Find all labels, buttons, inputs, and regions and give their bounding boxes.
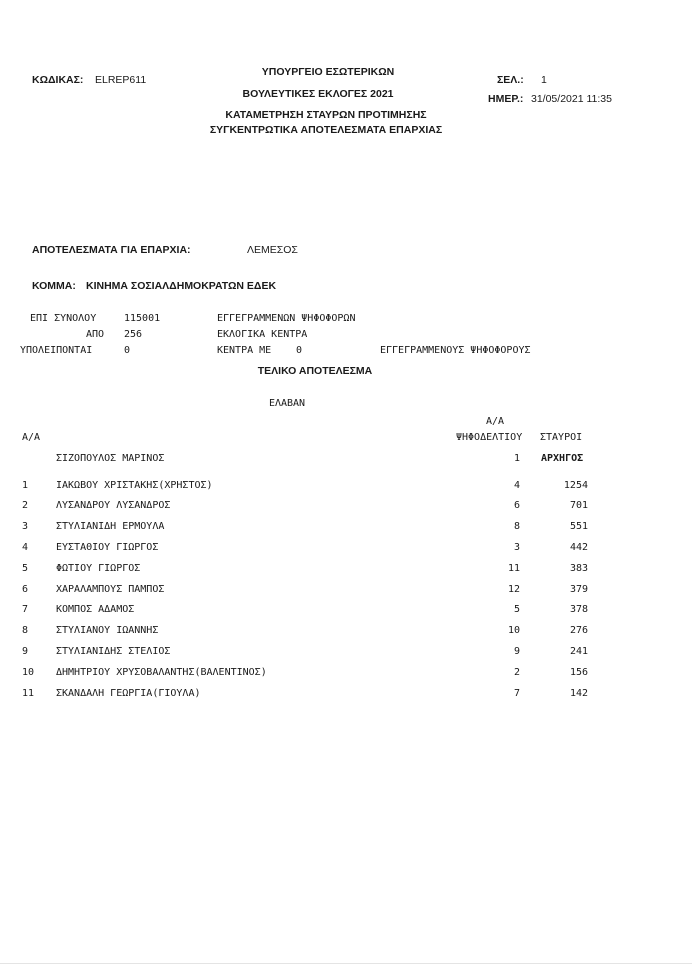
row-aa: 9 bbox=[22, 646, 29, 657]
row-name: ΕΥΣΤΑΘΙΟΥ ΓΙΩΡΓΟΣ bbox=[56, 542, 159, 553]
leader-row bbox=[0, 453, 692, 469]
row-votes: 142 bbox=[569, 688, 588, 699]
page-bottom-divider bbox=[0, 963, 692, 964]
table-row bbox=[0, 604, 692, 620]
row-ballot: 11 bbox=[507, 563, 520, 574]
leader-ballot: 1 bbox=[513, 453, 520, 464]
row-aa: 11 bbox=[22, 688, 35, 699]
row-name: ΔΗΜΗΤΡΙΟΥ ΧΡΥΣΟΒΑΛΑΝΤΗΣ(ΒΑΛΕΝΤΙΝΟΣ) bbox=[56, 667, 267, 678]
row-aa: 6 bbox=[22, 584, 29, 595]
col-aa-header: Α/Α bbox=[22, 432, 41, 443]
total-label: ΕΠΙ ΣΥΝΟΛΟΥ bbox=[30, 313, 97, 324]
row-ballot: 9 bbox=[513, 646, 520, 657]
from-desc: ΕΚΛΟΓΙΚΑ ΚΕΝΤΡΑ bbox=[217, 329, 308, 340]
district-value: ΛΕΜΕΣΟΣ bbox=[247, 244, 298, 256]
table-row bbox=[0, 542, 692, 558]
district-label: ΑΠΟΤΕΛΕΣΜΑΤΑ ΓΙΑ ΕΠΑΡΧΙΑ: bbox=[32, 244, 191, 256]
row-name: ΙΑΚΩΒΟΥ ΧΡΙΣΤΑΚΗΣ(ΧΡΗΣΤΟΣ) bbox=[56, 480, 213, 491]
leader-votes: ΑΡΧΗΓΟΣ bbox=[541, 453, 584, 464]
table-row bbox=[0, 584, 692, 600]
row-ballot: 10 bbox=[507, 625, 520, 636]
total-desc: ΕΓΓΕΓΡΑΜΜΕΝΩΝ ΨΗΦΟΦΟΡΩΝ bbox=[217, 313, 356, 324]
table-row bbox=[0, 646, 692, 662]
party-label: ΚΟΜΜΑ: bbox=[32, 280, 76, 292]
row-votes: 701 bbox=[569, 500, 588, 511]
table-row bbox=[0, 563, 692, 579]
centers-value: 0 bbox=[296, 345, 303, 356]
col-votes-header: ΣΤΑΥΡΟΙ bbox=[540, 432, 583, 443]
election-title: ΒΟΥΛΕΥΤΙΚΕΣ ΕΚΛΟΓΕΣ 2021 bbox=[242, 88, 394, 100]
leader-name: ΣΙΖΟΠΟΥΛΟΣ ΜΑΡΙΝΟΣ bbox=[56, 453, 165, 464]
row-votes: 156 bbox=[569, 667, 588, 678]
row-votes: 551 bbox=[569, 521, 588, 532]
table-row bbox=[0, 667, 692, 683]
row-ballot: 8 bbox=[513, 521, 520, 532]
row-aa: 8 bbox=[22, 625, 29, 636]
row-votes: 442 bbox=[569, 542, 588, 553]
row-ballot: 6 bbox=[513, 500, 520, 511]
page-value: 1 bbox=[541, 74, 547, 86]
remaining-label: ΥΠΟΛΕΙΠΟΝΤΑΙ bbox=[20, 345, 93, 356]
centers-desc: ΕΓΓΕΓΡΑΜΜΕΝΟΥΣ ΨΗΦΟΦΟΡΟΥΣ bbox=[380, 345, 531, 356]
table-row bbox=[0, 625, 692, 641]
row-ballot: 3 bbox=[513, 542, 520, 553]
row-aa: 5 bbox=[22, 563, 29, 574]
row-aa: 10 bbox=[22, 667, 35, 678]
row-aa: 3 bbox=[22, 521, 29, 532]
row-name: ΣΤΥΛΙΑΝΙΔΗ ΕΡΜΟΥΛΑ bbox=[56, 521, 165, 532]
received-label: ΕΛΑΒΑΝ bbox=[268, 398, 306, 409]
row-aa: 1 bbox=[22, 480, 29, 491]
page-label: ΣΕΛ.: bbox=[497, 74, 524, 86]
table-row bbox=[0, 500, 692, 516]
row-votes: 379 bbox=[569, 584, 588, 595]
report-title-2: ΣΥΓΚΕΝΤΡΩΤΙΚΑ ΑΠΟΤΕΛΕΣΜΑΤΑ ΕΠΑΡΧΙΑΣ bbox=[209, 124, 443, 136]
table-row bbox=[0, 480, 692, 496]
report-title-1: ΚΑΤΑΜΕΤΡΗΣΗ ΣΤΑΥΡΩΝ ΠΡΟΤΙΜΗΣΗΣ bbox=[225, 109, 427, 121]
row-aa: 4 bbox=[22, 542, 29, 553]
date-value: 31/05/2021 11:35 bbox=[531, 93, 612, 105]
table-row bbox=[0, 688, 692, 704]
from-value: 256 bbox=[124, 329, 143, 340]
row-aa: 7 bbox=[22, 604, 29, 615]
row-aa: 2 bbox=[22, 500, 29, 511]
final-result-title: ΤΕΛΙΚΟ ΑΠΟΤΕΛΕΣΜΑ bbox=[257, 365, 373, 377]
row-ballot: 4 bbox=[513, 480, 520, 491]
code-value: ELREP611 bbox=[95, 74, 147, 86]
col-ballot-header-1: Α/Α bbox=[485, 416, 505, 427]
date-label: ΗΜΕΡ.: bbox=[488, 93, 524, 105]
table-row bbox=[0, 521, 692, 537]
row-name: ΦΩΤΙΟΥ ΓΙΩΡΓΟΣ bbox=[56, 563, 141, 574]
row-name: ΛΥΣΑΝΔΡΟΥ ΛΥΣΑΝΔΡΟΣ bbox=[56, 500, 171, 511]
row-votes: 276 bbox=[569, 625, 588, 636]
ministry-title: ΥΠΟΥΡΓΕΙΟ ΕΣΩΤΕΡΙΚΩΝ bbox=[261, 66, 395, 78]
from-label: ΑΠΟ bbox=[86, 329, 105, 340]
total-value: 115001 bbox=[124, 313, 161, 324]
party-value: ΚΙΝΗΜΑ ΣΟΣΙΑΛΔΗΜΟΚΡΑΤΩΝ ΕΔΕΚ bbox=[86, 280, 277, 292]
row-ballot: 2 bbox=[513, 667, 520, 678]
row-name: ΚΟΜΠΟΣ ΑΔΑΜΟΣ bbox=[56, 604, 135, 615]
row-name: ΧΑΡΑΛΑΜΠΟΥΣ ΠΑΜΠΟΣ bbox=[56, 584, 165, 595]
remaining-value: 0 bbox=[124, 345, 131, 356]
row-votes: 383 bbox=[569, 563, 588, 574]
row-votes: 1254 bbox=[563, 480, 588, 491]
col-ballot-header-2: ΨΗΦΟΔΕΛΤΙΟΥ bbox=[456, 432, 523, 443]
row-ballot: 12 bbox=[507, 584, 520, 595]
row-votes: 378 bbox=[569, 604, 588, 615]
row-name: ΣΤΥΛΙΑΝΙΔΗΣ ΣΤΕΛΙΟΣ bbox=[56, 646, 171, 657]
centers-label: ΚΕΝΤΡΑ ΜΕ bbox=[217, 345, 272, 356]
code-label: ΚΩΔΙΚΑΣ: bbox=[32, 74, 84, 86]
row-ballot: 7 bbox=[513, 688, 520, 699]
row-ballot: 5 bbox=[513, 604, 520, 615]
row-name: ΣΚΑΝΔΑΛΗ ΓΕΩΡΓΙΑ(ΓΙΟΥΛΑ) bbox=[56, 688, 201, 699]
row-name: ΣΤΥΛΙΑΝΟΥ ΙΩΑΝΝΗΣ bbox=[56, 625, 159, 636]
row-votes: 241 bbox=[569, 646, 588, 657]
